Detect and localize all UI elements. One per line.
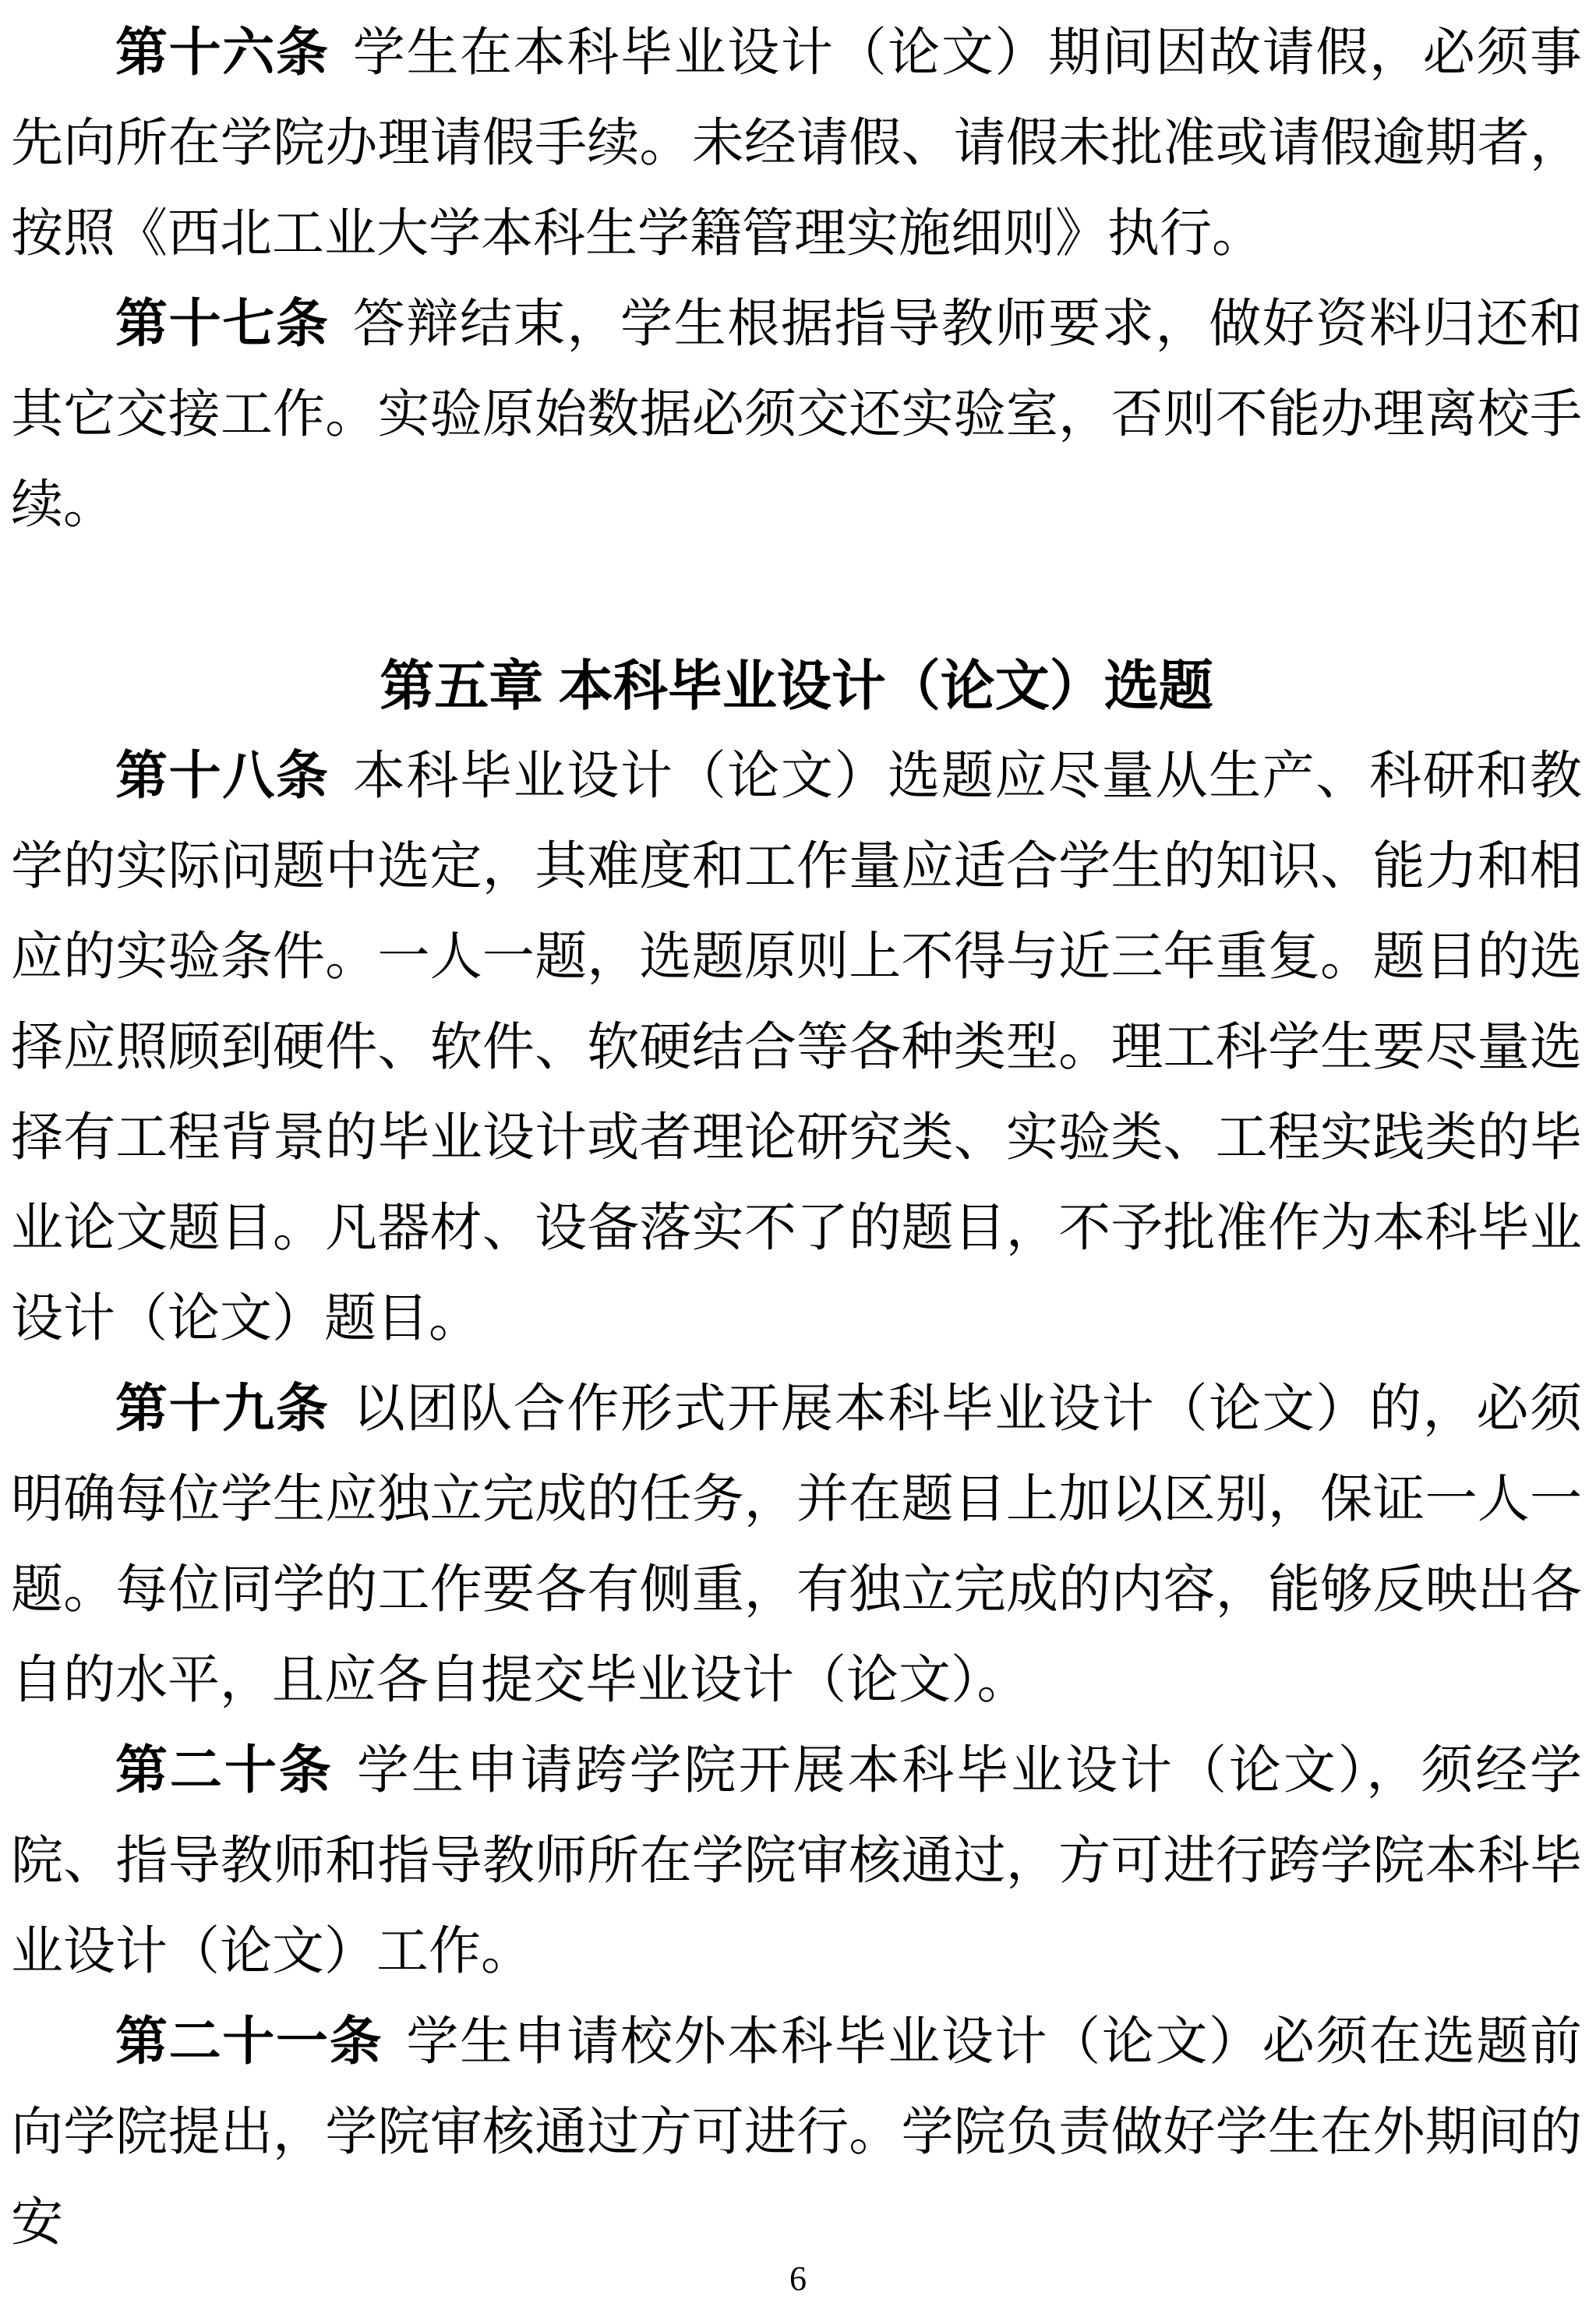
article-20-label: 第二十条 bbox=[115, 1741, 334, 1800]
article-18-text: 本科毕业设计（论文）选题应尽量从生产、科研和教学的实际问题中选定，其难度和工作量应适合学生的知识、能力和相应的实验条件。一人一题，选题原则上不得与近三年重复。题目的选择应照顾到硬件、软件、软硬结合等各种类型。理工科学生要尽量选择有工程背景的毕业设计或者理论研究类、实验类、工程实践类的毕业论文题目。凡器材、设备落实不了的题目，不予批准作为本科毕业设计（论文）题目。 bbox=[11, 747, 1582, 1348]
article-17-paragraph bbox=[11, 279, 1582, 550]
article-17-label: 第十七条 bbox=[115, 295, 330, 353]
chapter-5-heading: 第五章 本科毕业设计（论文）选题 bbox=[380, 655, 1213, 716]
article-18-paragraph bbox=[11, 731, 1582, 1364]
article-16-text: 学生在本科毕业设计（论文）期间因故请假，必须事先向所在学院办理请假手续。未经请假、请假未批准或请假逾期者，按照《西北工业大学本科生学籍管理实施细则》执行。 bbox=[11, 24, 1582, 263]
article-20-paragraph bbox=[11, 1726, 1582, 1997]
article-21-text: 学生申请校外本科毕业设计（论文）必须在选题前向学院提出，学院审核通过方可进行。学院负责做好学生在外期间的安 bbox=[11, 2013, 1583, 2252]
article-21-paragraph bbox=[11, 1997, 1582, 2268]
article-17-text: 答辩结束，学生根据指导教师要求，做好资料归还和其它交接工作。实验原始数据必须交还实验室，否则不能办理离校手续。 bbox=[11, 295, 1582, 534]
article-16-paragraph bbox=[11, 8, 1582, 279]
page-number: 6 bbox=[789, 2259, 807, 2298]
article-19-label: 第十九条 bbox=[115, 1380, 330, 1438]
article-20-text: 学生申请跨学院开展本科毕业设计（论文），须经学院、指导教师和指导教师所在学院审核通过，方可进行跨学院本科毕业设计（论文）工作。 bbox=[11, 1742, 1583, 1980]
article-19-text: 以团队合作形式开展本科毕业设计（论文）的，必须明确每位学生应独立完成的任务，并在题目上加以区别，保证一人一题。每位同学的工作要各有侧重，有独立完成的内容，能够反映出各自的水平，且应各自提交毕业设计（论文）。 bbox=[11, 1380, 1582, 1709]
article-18-label: 第十八条 bbox=[115, 747, 330, 805]
article-16-label: 第十六条 bbox=[115, 23, 330, 82]
article-21-label: 第二十一条 bbox=[115, 2012, 383, 2071]
article-19-paragraph bbox=[11, 1364, 1582, 1726]
